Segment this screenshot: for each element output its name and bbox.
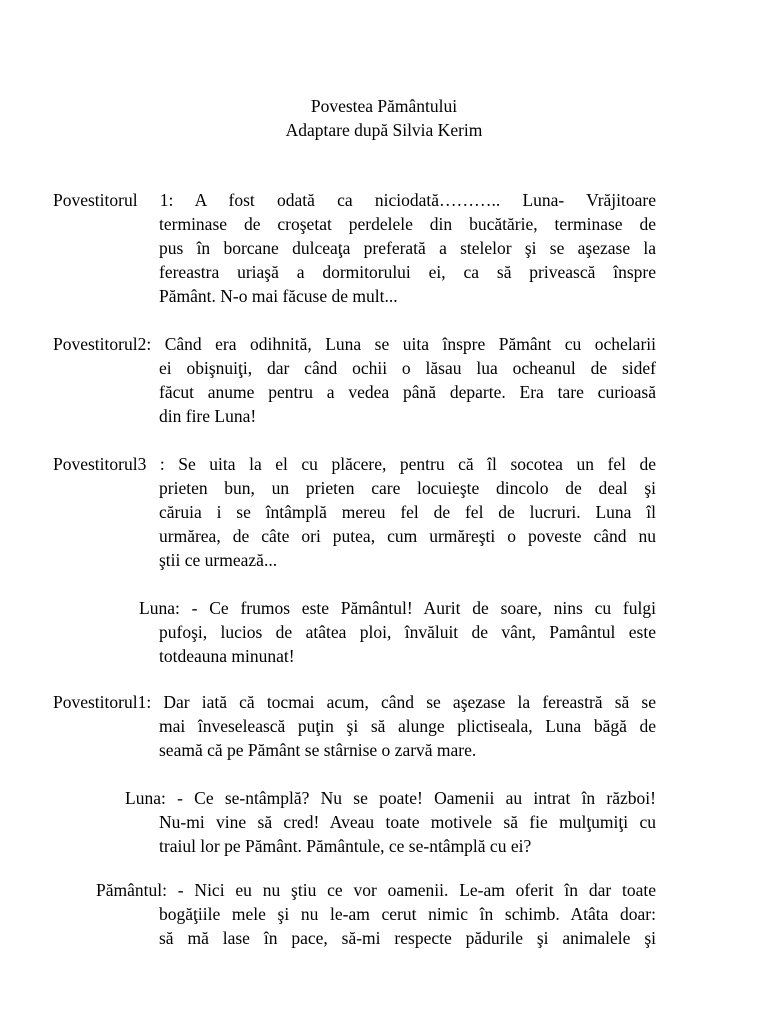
dialogue-paragraph-continuation bbox=[159, 810, 656, 858]
paragraph-line: Pământul: - Nici eu nu ştiu ce vor oamenii. Le-am oferit în dar toate bbox=[96, 880, 656, 900]
paragraph-line: urmărea, de câte ori putea, cum urmăreşti o poveste când nu bbox=[159, 526, 656, 546]
paragraph-line: traiul lor pe Pământ. Pământule, ce se-ntâmplă cu ei? bbox=[159, 836, 532, 856]
paragraph-line: Nu-mi vine să cred! Aveau toate motivele să fie mulţumiţi cu bbox=[159, 812, 656, 832]
document-subtitle: Adaptare după Silvia Kerim bbox=[285, 120, 483, 140]
dialogue-paragraph bbox=[53, 332, 656, 356]
paragraph-line: pus în borcane dulceaţa preferată a stelelor şi se aşezase la bbox=[159, 238, 656, 258]
paragraph-line: Povestitorul1: Dar iată că tocmai acum, când se aşezase la fereastră să se bbox=[53, 692, 656, 712]
paragraph-line: fereastra uriaşă a dormitorului ei, ca să privească înspre bbox=[159, 262, 656, 282]
paragraph-line: din fire Luna! bbox=[159, 406, 257, 426]
dialogue-paragraph-continuation bbox=[159, 356, 656, 428]
paragraph-line: mai înveselească puţin şi să alunge plictiseala, Luna băgă de bbox=[159, 716, 656, 736]
dialogue-paragraph-continuation bbox=[159, 212, 656, 308]
paragraph-line: totdeauna minunat! bbox=[159, 646, 295, 666]
paragraph-line: Povestitorul 1: A fost odată ca niciodată……….. Luna- Vrăjitoare bbox=[53, 190, 656, 210]
paragraph-line: terminase de croşetat perdelele din bucătărie, terminase de bbox=[159, 214, 656, 234]
paragraph-line: făcut anume pentru a vedea până departe. Era tare curioasă bbox=[159, 382, 656, 402]
paragraph-line: Povestitorul2: Când era odihnită, Luna se uita înspre Pământ cu ochelarii bbox=[53, 334, 656, 354]
paragraph-line: Povestitorul3 : Se uita la el cu plăcere, pentru că îl socotea un fel de bbox=[53, 454, 656, 474]
dialogue-paragraph bbox=[53, 690, 656, 714]
paragraph-line: Luna: - Ce frumos este Pământul! Aurit de soare, nins cu fulgi bbox=[139, 598, 656, 618]
paragraph-line: ei obişnuiţi, dar când ochii o lăsau lua ocheanul de sidef bbox=[159, 358, 656, 378]
dialogue-paragraph-continuation bbox=[159, 714, 656, 762]
paragraph-line: să mă lase în pace, să-mi respecte pădurile şi animalele şi bbox=[159, 928, 656, 948]
paragraph-line: ştii ce urmează... bbox=[159, 550, 278, 570]
dialogue-paragraph-continuation bbox=[159, 620, 656, 668]
paragraph-line: pufoşi, lucios de atâtea ploi, învăluit de vânt, Pamântul este bbox=[159, 622, 656, 642]
paragraph-line: bogăţiile mele şi nu le-am cerut nimic în schimb. Atâta doar: bbox=[159, 904, 656, 924]
dialogue-paragraph bbox=[96, 878, 656, 902]
dialogue-paragraph bbox=[125, 786, 656, 810]
dialogue-paragraph bbox=[139, 596, 656, 620]
dialogue-paragraph-continuation bbox=[159, 476, 656, 572]
paragraph-line: căruia i se întâmplă mereu fel de fel de lucruri. Luna îl bbox=[159, 502, 656, 522]
paragraph-line: seamă că pe Pământ se stârnise o zarvă mare. bbox=[159, 740, 477, 760]
dialogue-paragraph bbox=[53, 188, 656, 212]
paragraph-line: Luna: - Ce se-ntâmplă? Nu se poate! Oamenii au intrat în război! bbox=[125, 788, 656, 808]
document-title: Povestea Pământului bbox=[310, 96, 458, 116]
paragraph-line: Pământ. N-o mai făcuse de mult... bbox=[159, 286, 398, 306]
paragraph-line: prieten bun, un prieten care locuieşte dincolo de deal şi bbox=[159, 478, 656, 498]
dialogue-paragraph-continuation bbox=[159, 902, 656, 950]
dialogue-paragraph bbox=[53, 452, 656, 476]
